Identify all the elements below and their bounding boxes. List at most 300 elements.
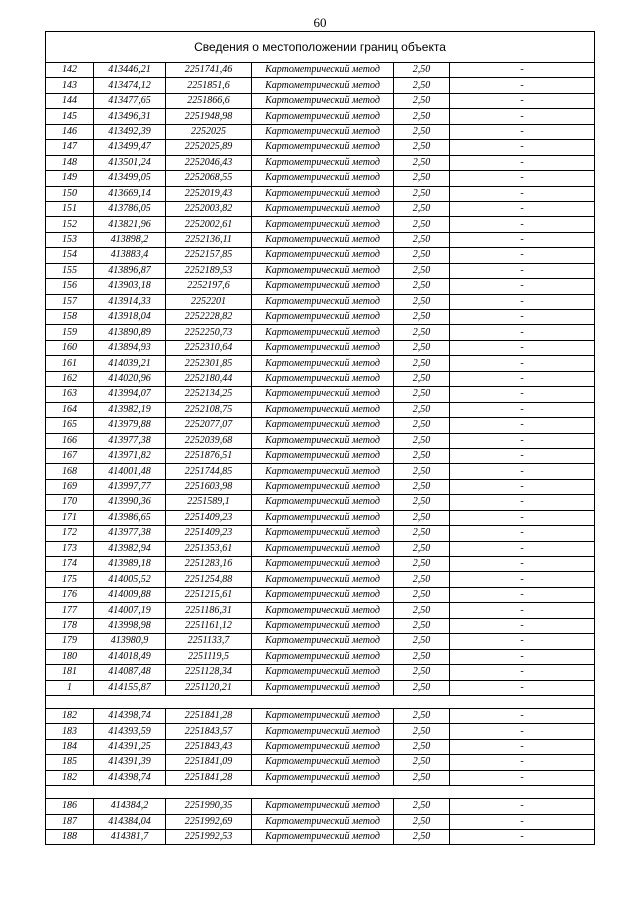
- method-cell: Картометрический метод: [252, 279, 394, 294]
- description-cell: -: [450, 186, 595, 201]
- y-coordinate-cell: 2251128,34: [166, 665, 252, 680]
- description-cell: -: [450, 739, 595, 754]
- accuracy-cell: 2,50: [394, 830, 450, 845]
- x-coordinate-cell: 413994,07: [94, 387, 166, 402]
- table-row: [46, 279, 595, 294]
- method-cell: Картометрический метод: [252, 356, 394, 371]
- point-number-cell: 157: [46, 294, 94, 309]
- method-cell: Картометрический метод: [252, 93, 394, 108]
- x-coordinate-cell: 413977,38: [94, 526, 166, 541]
- description-cell: -: [450, 155, 595, 170]
- table-row: [46, 649, 595, 664]
- x-coordinate-cell: 413903,18: [94, 279, 166, 294]
- table-row: [46, 124, 595, 139]
- method-cell: Картометрический метод: [252, 708, 394, 723]
- method-cell: Картометрический метод: [252, 387, 394, 402]
- x-coordinate-cell: 414384,2: [94, 799, 166, 814]
- method-cell: Картометрический метод: [252, 770, 394, 785]
- method-cell: Картометрический метод: [252, 340, 394, 355]
- accuracy-cell: 2,50: [394, 356, 450, 371]
- table-row: [46, 603, 595, 618]
- method-cell: Картометрический метод: [252, 371, 394, 386]
- x-coordinate-cell: 414007,19: [94, 603, 166, 618]
- point-number-cell: 163: [46, 387, 94, 402]
- table-row: [46, 217, 595, 232]
- table-row: [46, 78, 595, 93]
- table-row: [46, 587, 595, 602]
- y-coordinate-cell: 2251948,98: [166, 109, 252, 124]
- y-coordinate-cell: 2252157,85: [166, 248, 252, 263]
- point-number-cell: 1: [46, 680, 94, 695]
- method-cell: Картометрический метод: [252, 109, 394, 124]
- table-row: [46, 739, 595, 754]
- point-number-cell: 185: [46, 755, 94, 770]
- accuracy-cell: 2,50: [394, 232, 450, 247]
- method-cell: Картометрический метод: [252, 618, 394, 633]
- x-coordinate-cell: 414393,59: [94, 724, 166, 739]
- description-cell: -: [450, 799, 595, 814]
- method-cell: Картометрический метод: [252, 201, 394, 216]
- table-row: [46, 464, 595, 479]
- method-cell: Картометрический метод: [252, 572, 394, 587]
- y-coordinate-cell: 2251589,1: [166, 495, 252, 510]
- y-coordinate-cell: 2251744,85: [166, 464, 252, 479]
- y-coordinate-cell: 2252019,43: [166, 186, 252, 201]
- point-number-cell: 180: [46, 649, 94, 664]
- description-cell: -: [450, 618, 595, 633]
- point-number-cell: 165: [46, 418, 94, 433]
- table-row: [46, 63, 595, 78]
- accuracy-cell: 2,50: [394, 402, 450, 417]
- description-cell: -: [450, 510, 595, 525]
- table-row: [46, 541, 595, 556]
- y-coordinate-cell: 2251133,7: [166, 634, 252, 649]
- accuracy-cell: 2,50: [394, 201, 450, 216]
- y-coordinate-cell: 2252250,73: [166, 325, 252, 340]
- x-coordinate-cell: 413914,33: [94, 294, 166, 309]
- method-cell: Картометрический метод: [252, 665, 394, 680]
- x-coordinate-cell: 413890,89: [94, 325, 166, 340]
- point-number-cell: 177: [46, 603, 94, 618]
- table-row: [46, 526, 595, 541]
- y-coordinate-cell: 2251283,16: [166, 557, 252, 572]
- x-coordinate-cell: 413786,05: [94, 201, 166, 216]
- point-number-cell: 152: [46, 217, 94, 232]
- point-number-cell: 147: [46, 140, 94, 155]
- x-coordinate-cell: 414001,48: [94, 464, 166, 479]
- point-number-cell: 182: [46, 770, 94, 785]
- method-cell: Картометрический метод: [252, 186, 394, 201]
- x-coordinate-cell: 413501,24: [94, 155, 166, 170]
- y-coordinate-cell: 2251841,09: [166, 755, 252, 770]
- description-cell: -: [450, 418, 595, 433]
- y-coordinate-cell: 2251992,53: [166, 830, 252, 845]
- accuracy-cell: 2,50: [394, 325, 450, 340]
- method-cell: Картометрический метод: [252, 448, 394, 463]
- y-coordinate-cell: 2251215,61: [166, 587, 252, 602]
- description-cell: -: [450, 201, 595, 216]
- y-coordinate-cell: 2251161,12: [166, 618, 252, 633]
- accuracy-cell: 2,50: [394, 541, 450, 556]
- accuracy-cell: 2,50: [394, 755, 450, 770]
- table-row: [46, 371, 595, 386]
- table-row: [46, 510, 595, 525]
- description-cell: -: [450, 830, 595, 845]
- x-coordinate-cell: 413982,94: [94, 541, 166, 556]
- method-cell: Картометрический метод: [252, 634, 394, 649]
- method-cell: Картометрический метод: [252, 418, 394, 433]
- point-number-cell: 158: [46, 310, 94, 325]
- table-row: [46, 140, 595, 155]
- description-cell: -: [450, 93, 595, 108]
- point-number-cell: 188: [46, 830, 94, 845]
- accuracy-cell: 2,50: [394, 310, 450, 325]
- table-row: [46, 201, 595, 216]
- accuracy-cell: 2,50: [394, 572, 450, 587]
- x-coordinate-cell: 414155,87: [94, 680, 166, 695]
- accuracy-cell: 2,50: [394, 217, 450, 232]
- method-cell: Картометрический метод: [252, 495, 394, 510]
- y-coordinate-cell: 2252002,61: [166, 217, 252, 232]
- point-number-cell: 143: [46, 78, 94, 93]
- x-coordinate-cell: 413977,38: [94, 433, 166, 448]
- point-number-cell: 142: [46, 63, 94, 78]
- x-coordinate-cell: 414384,04: [94, 814, 166, 829]
- accuracy-cell: 2,50: [394, 464, 450, 479]
- table-row: [46, 448, 595, 463]
- description-cell: -: [450, 279, 595, 294]
- table-row: [46, 799, 595, 814]
- method-cell: Картометрический метод: [252, 739, 394, 754]
- y-coordinate-cell: 2251851,6: [166, 78, 252, 93]
- point-number-cell: 155: [46, 263, 94, 278]
- y-coordinate-cell: 2252025,89: [166, 140, 252, 155]
- point-number-cell: 144: [46, 93, 94, 108]
- description-cell: -: [450, 356, 595, 371]
- accuracy-cell: 2,50: [394, 634, 450, 649]
- x-coordinate-cell: 414398,74: [94, 708, 166, 723]
- x-coordinate-cell: 413982,19: [94, 402, 166, 417]
- y-coordinate-cell: 2251186,31: [166, 603, 252, 618]
- x-coordinate-cell: 414018,49: [94, 649, 166, 664]
- method-cell: Картометрический метод: [252, 63, 394, 78]
- boundary-table: [45, 31, 595, 845]
- method-cell: Картометрический метод: [252, 325, 394, 340]
- accuracy-cell: 2,50: [394, 448, 450, 463]
- y-coordinate-cell: 2252068,55: [166, 171, 252, 186]
- point-number-cell: 170: [46, 495, 94, 510]
- point-number-cell: 167: [46, 448, 94, 463]
- y-coordinate-cell: 2251992,69: [166, 814, 252, 829]
- description-cell: -: [450, 371, 595, 386]
- point-number-cell: 183: [46, 724, 94, 739]
- method-cell: Картометрический метод: [252, 232, 394, 247]
- description-cell: -: [450, 232, 595, 247]
- table-row: [46, 618, 595, 633]
- description-cell: -: [450, 464, 595, 479]
- description-cell: -: [450, 680, 595, 695]
- y-coordinate-cell: 2251843,43: [166, 739, 252, 754]
- description-cell: -: [450, 603, 595, 618]
- accuracy-cell: 2,50: [394, 124, 450, 139]
- description-cell: -: [450, 433, 595, 448]
- accuracy-cell: 2,50: [394, 279, 450, 294]
- description-cell: -: [450, 217, 595, 232]
- accuracy-cell: 2,50: [394, 510, 450, 525]
- description-cell: -: [450, 665, 595, 680]
- accuracy-cell: 2,50: [394, 526, 450, 541]
- x-coordinate-cell: 413499,05: [94, 171, 166, 186]
- x-coordinate-cell: 413492,39: [94, 124, 166, 139]
- x-coordinate-cell: 414005,52: [94, 572, 166, 587]
- accuracy-cell: 2,50: [394, 649, 450, 664]
- accuracy-cell: 2,50: [394, 263, 450, 278]
- point-number-cell: 168: [46, 464, 94, 479]
- accuracy-cell: 2,50: [394, 248, 450, 263]
- point-number-cell: 160: [46, 340, 94, 355]
- y-coordinate-cell: 2251120,21: [166, 680, 252, 695]
- description-cell: -: [450, 387, 595, 402]
- y-coordinate-cell: 2252197,6: [166, 279, 252, 294]
- x-coordinate-cell: 414009,88: [94, 587, 166, 602]
- x-coordinate-cell: 413883,4: [94, 248, 166, 263]
- method-cell: Картометрический метод: [252, 294, 394, 309]
- point-number-cell: 187: [46, 814, 94, 829]
- point-number-cell: 172: [46, 526, 94, 541]
- description-cell: -: [450, 755, 595, 770]
- accuracy-cell: 2,50: [394, 433, 450, 448]
- description-cell: -: [450, 724, 595, 739]
- method-cell: Картометрический метод: [252, 526, 394, 541]
- y-coordinate-cell: 2251409,23: [166, 526, 252, 541]
- method-cell: Картометрический метод: [252, 541, 394, 556]
- method-cell: Картометрический метод: [252, 155, 394, 170]
- point-number-cell: 164: [46, 402, 94, 417]
- method-cell: Картометрический метод: [252, 587, 394, 602]
- point-number-cell: 173: [46, 541, 94, 556]
- x-coordinate-cell: 413997,77: [94, 479, 166, 494]
- accuracy-cell: 2,50: [394, 340, 450, 355]
- accuracy-cell: 2,50: [394, 171, 450, 186]
- method-cell: Картометрический метод: [252, 830, 394, 845]
- method-cell: Картометрический метод: [252, 464, 394, 479]
- x-coordinate-cell: 413499,47: [94, 140, 166, 155]
- table-row: [46, 708, 595, 723]
- table-row: [46, 93, 595, 108]
- description-cell: -: [450, 770, 595, 785]
- table-row: [46, 724, 595, 739]
- y-coordinate-cell: 2251119,5: [166, 649, 252, 664]
- table-row: [46, 418, 595, 433]
- table-title: Сведения о местоположении границ объекта: [46, 32, 595, 63]
- description-cell: -: [450, 109, 595, 124]
- separator-row: [46, 695, 595, 708]
- method-cell: Картометрический метод: [252, 433, 394, 448]
- method-cell: Картометрический метод: [252, 402, 394, 417]
- x-coordinate-cell: 414020,96: [94, 371, 166, 386]
- y-coordinate-cell: 2251741,46: [166, 63, 252, 78]
- x-coordinate-cell: 413474,12: [94, 78, 166, 93]
- y-coordinate-cell: 2251254,88: [166, 572, 252, 587]
- description-cell: -: [450, 479, 595, 494]
- y-coordinate-cell: 2251841,28: [166, 708, 252, 723]
- y-coordinate-cell: 2252003,82: [166, 201, 252, 216]
- table-row: [46, 479, 595, 494]
- method-cell: Картометрический метод: [252, 814, 394, 829]
- table-row: [46, 572, 595, 587]
- table-row: [46, 557, 595, 572]
- description-cell: -: [450, 294, 595, 309]
- point-number-cell: 181: [46, 665, 94, 680]
- accuracy-cell: 2,50: [394, 665, 450, 680]
- table-row: [46, 340, 595, 355]
- y-coordinate-cell: 2252046,43: [166, 155, 252, 170]
- accuracy-cell: 2,50: [394, 93, 450, 108]
- description-cell: -: [450, 495, 595, 510]
- description-cell: -: [450, 140, 595, 155]
- description-cell: -: [450, 814, 595, 829]
- method-cell: Картометрический метод: [252, 248, 394, 263]
- description-cell: -: [450, 248, 595, 263]
- point-number-cell: 186: [46, 799, 94, 814]
- table-row: [46, 665, 595, 680]
- description-cell: -: [450, 325, 595, 340]
- method-cell: Картометрический метод: [252, 755, 394, 770]
- table-row: [46, 770, 595, 785]
- accuracy-cell: 2,50: [394, 799, 450, 814]
- method-cell: Картометрический метод: [252, 140, 394, 155]
- table-row: [46, 433, 595, 448]
- method-cell: Картометрический метод: [252, 510, 394, 525]
- y-coordinate-cell: 2251866,6: [166, 93, 252, 108]
- table-title-row: [46, 32, 595, 63]
- accuracy-cell: 2,50: [394, 479, 450, 494]
- point-number-cell: 178: [46, 618, 94, 633]
- accuracy-cell: 2,50: [394, 140, 450, 155]
- table-row: [46, 310, 595, 325]
- method-cell: Картометрический метод: [252, 263, 394, 278]
- accuracy-cell: 2,50: [394, 618, 450, 633]
- description-cell: -: [450, 124, 595, 139]
- table-row: [46, 356, 595, 371]
- method-cell: Картометрический метод: [252, 124, 394, 139]
- x-coordinate-cell: 413998,98: [94, 618, 166, 633]
- accuracy-cell: 2,50: [394, 603, 450, 618]
- point-number-cell: 150: [46, 186, 94, 201]
- description-cell: -: [450, 572, 595, 587]
- x-coordinate-cell: 413896,87: [94, 263, 166, 278]
- x-coordinate-cell: 413898,2: [94, 232, 166, 247]
- description-cell: -: [450, 402, 595, 417]
- table-row: [46, 263, 595, 278]
- x-coordinate-cell: 413980,9: [94, 634, 166, 649]
- accuracy-cell: 2,50: [394, 387, 450, 402]
- accuracy-cell: 2,50: [394, 495, 450, 510]
- method-cell: Картометрический метод: [252, 680, 394, 695]
- y-coordinate-cell: 2251990,35: [166, 799, 252, 814]
- description-cell: -: [450, 557, 595, 572]
- page-number: 60: [313, 15, 327, 30]
- method-cell: Картометрический метод: [252, 649, 394, 664]
- description-cell: -: [450, 63, 595, 78]
- x-coordinate-cell: 413990,36: [94, 495, 166, 510]
- table-row: [46, 387, 595, 402]
- y-coordinate-cell: 2252136,11: [166, 232, 252, 247]
- table-row: [46, 634, 595, 649]
- accuracy-cell: 2,50: [394, 587, 450, 602]
- y-coordinate-cell: 2252301,85: [166, 356, 252, 371]
- accuracy-cell: 2,50: [394, 78, 450, 93]
- point-number-cell: 148: [46, 155, 94, 170]
- description-cell: -: [450, 310, 595, 325]
- accuracy-cell: 2,50: [394, 186, 450, 201]
- y-coordinate-cell: 2252180,44: [166, 371, 252, 386]
- y-coordinate-cell: 2252077,07: [166, 418, 252, 433]
- description-cell: -: [450, 541, 595, 556]
- accuracy-cell: 2,50: [394, 739, 450, 754]
- x-coordinate-cell: 414391,39: [94, 755, 166, 770]
- x-coordinate-cell: 414039,21: [94, 356, 166, 371]
- point-number-cell: 154: [46, 248, 94, 263]
- y-coordinate-cell: 2252108,75: [166, 402, 252, 417]
- table-row: [46, 294, 595, 309]
- point-number-cell: 151: [46, 201, 94, 216]
- separator-row: [46, 786, 595, 799]
- accuracy-cell: 2,50: [394, 770, 450, 785]
- point-number-cell: 166: [46, 433, 94, 448]
- x-coordinate-cell: 413821,96: [94, 217, 166, 232]
- y-coordinate-cell: 2251353,61: [166, 541, 252, 556]
- table-row: [46, 325, 595, 340]
- x-coordinate-cell: 413894,93: [94, 340, 166, 355]
- point-number-cell: 184: [46, 739, 94, 754]
- x-coordinate-cell: 414398,74: [94, 770, 166, 785]
- y-coordinate-cell: 2252025: [166, 124, 252, 139]
- y-coordinate-cell: 2251843,57: [166, 724, 252, 739]
- table-row: [46, 755, 595, 770]
- point-number-cell: 149: [46, 171, 94, 186]
- x-coordinate-cell: 413918,04: [94, 310, 166, 325]
- table-row: [46, 830, 595, 845]
- accuracy-cell: 2,50: [394, 109, 450, 124]
- point-number-cell: 146: [46, 124, 94, 139]
- x-coordinate-cell: 413971,82: [94, 448, 166, 463]
- table-row: [46, 171, 595, 186]
- accuracy-cell: 2,50: [394, 708, 450, 723]
- table-row: [46, 495, 595, 510]
- separator-cell: [46, 786, 595, 799]
- description-cell: -: [450, 263, 595, 278]
- accuracy-cell: 2,50: [394, 680, 450, 695]
- method-cell: Картометрический метод: [252, 724, 394, 739]
- table-row: [46, 155, 595, 170]
- table-row: [46, 109, 595, 124]
- accuracy-cell: 2,50: [394, 557, 450, 572]
- y-coordinate-cell: 2252228,82: [166, 310, 252, 325]
- point-number-cell: 159: [46, 325, 94, 340]
- accuracy-cell: 2,50: [394, 155, 450, 170]
- point-number-cell: 161: [46, 356, 94, 371]
- description-cell: -: [450, 448, 595, 463]
- table-row: [46, 232, 595, 247]
- description-cell: -: [450, 587, 595, 602]
- method-cell: Картометрический метод: [252, 479, 394, 494]
- x-coordinate-cell: 413477,65: [94, 93, 166, 108]
- x-coordinate-cell: 413496,31: [94, 109, 166, 124]
- x-coordinate-cell: 413986,65: [94, 510, 166, 525]
- method-cell: Картометрический метод: [252, 799, 394, 814]
- point-number-cell: 162: [46, 371, 94, 386]
